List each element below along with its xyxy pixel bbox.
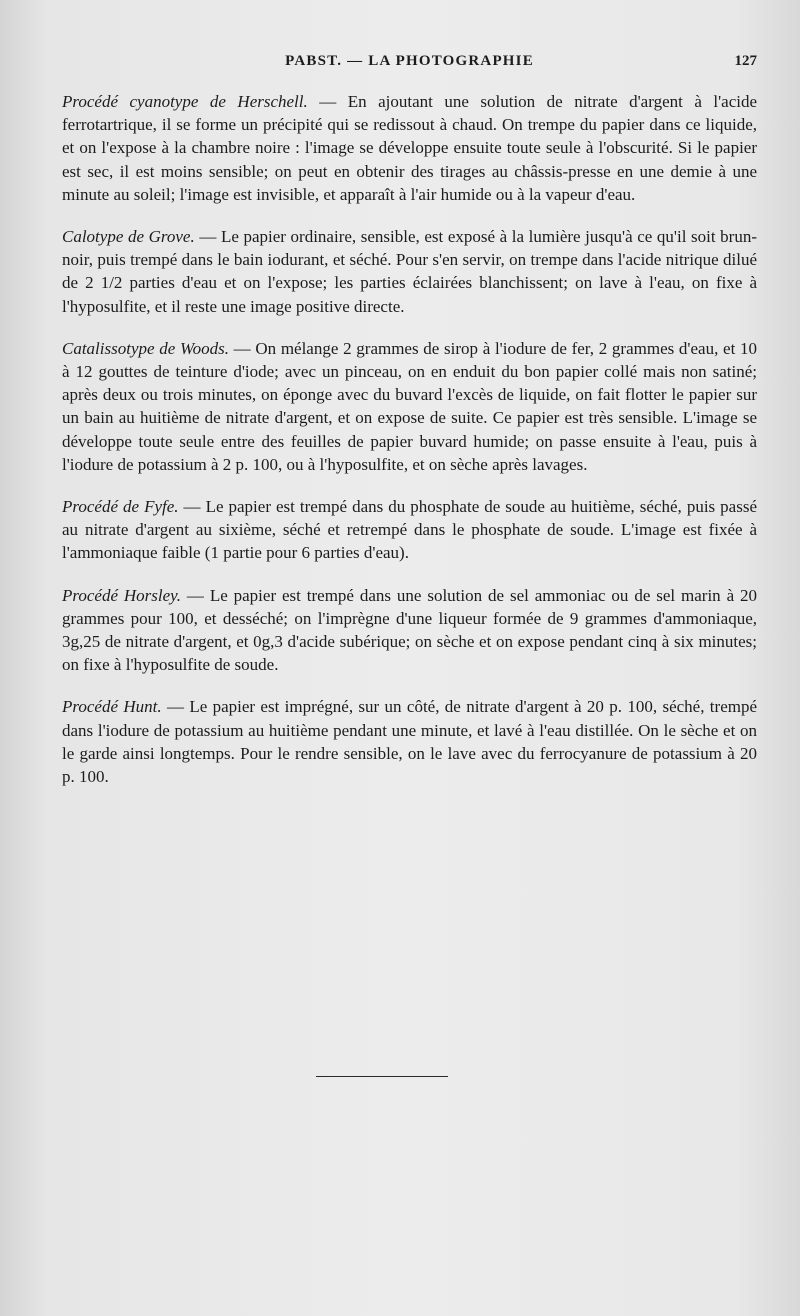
section-separator: — bbox=[228, 338, 256, 358]
section-title-grove: Calotype de Grove. bbox=[62, 227, 195, 247]
section-separator: — bbox=[178, 497, 206, 517]
paragraph-fyfe bbox=[62, 495, 757, 565]
section-separator: — bbox=[194, 227, 221, 247]
section-end-rule bbox=[316, 1076, 448, 1077]
section-separator: — bbox=[307, 92, 348, 111]
section-text-horsley: Le papier est trempé dans une solution de sel ammoniac ou de sel marin à 20 grammes pour 100, et desséché; on l'imprègne d'une liqueur formée de 9 grammes d'ammoniaque, 3g,25 de nitrate d'argent, et 0g,3 d'acide subérique; on sèche et on expose pendant cinq à six minutes; on fixe à l'hyposulfite de soude. bbox=[62, 585, 758, 675]
page-number: 127 bbox=[734, 53, 757, 69]
section-title-horsley: Procédé Horsley. bbox=[62, 585, 182, 605]
section-text-grove: Le papier ordinaire, sensible, est exposé à la lumière jusqu'à ce qu'il soit brun-noir, puis trempé dans le bain iodurant, et séché. Pour s'en servir, on trempe dans l'acide nitrique dilué de 2 1/2 parties d'eau et on l'expose; les parties éclairées blanchissent; on lave à l'eau, on fixe à l'hyposulfite, et il reste une image positive directe. bbox=[62, 227, 758, 316]
section-title-herschell: Procédé cyanotype de Herschell. bbox=[62, 92, 308, 111]
paragraph-grove bbox=[62, 225, 757, 318]
paragraph-woods bbox=[62, 337, 757, 476]
section-title-woods: Catalissotype de Woods. bbox=[62, 338, 229, 358]
paragraph-herschell bbox=[62, 90, 757, 206]
body-text bbox=[62, 90, 757, 807]
section-separator: — bbox=[161, 697, 190, 717]
section-title-hunt: Procédé Hunt. bbox=[62, 697, 162, 717]
section-text-herschell: En ajoutant une solution de nitrate d'argent à l'acide ferrotartrique, il se forme un précipité qui se redissout à chaud. On trempe du papier dans ce liquide, et on l'expose à la chambre noire : l'image se développe ensuite toute seule à l'obscurité. Si le papier est sec, il est moins sensible; on peut en obtenir des tirages au châssis-presse en une demie à une minute au soleil; l'image est invisible, et apparaît à l'air humide ou à la vapeur d'eau. bbox=[62, 92, 758, 204]
section-text-woods: On mélange 2 grammes de sirop à l'iodure de fer, 2 grammes d'eau, et 10 à 12 gouttes de teinture d'iode; avec un pinceau, on en enduit du bon papier collé mais non satiné; après deux ou trois minutes, on éponge avec du buvard l'excès de liquide, on fait flotter le papier sur un bain au huitième de nitrate d'argent, et on expose de suite. Ce papier est très sensible. L'image se développe toute seule entre des feuilles de papier buvard humide; on passe ensuite à l'eau, puis à l'iodure de potassium à 2 p. 100, ou à l'hyposulfite, et on sèche après lavages. bbox=[62, 338, 757, 474]
section-separator: — bbox=[181, 585, 210, 605]
running-head bbox=[62, 53, 757, 75]
running-title: PABST. — LA PHOTOGRAPHIE bbox=[285, 53, 534, 69]
section-title-fyfe: Procédé de Fyfe. bbox=[62, 497, 179, 517]
paragraph-horsley bbox=[62, 584, 757, 677]
section-text-fyfe: Le papier est trempé dans du phosphate de soude au huitième, séché, puis passé au nitrate d'argent au sixième, séché et retrempé dans le phosphate de soude. L'image est fixée à l'ammoniaque faible (1 partie pour 6 parties d'eau). bbox=[62, 497, 757, 563]
paragraph-hunt bbox=[62, 695, 757, 788]
section-text-hunt: Le papier est imprégné, sur un côté, de nitrate d'argent à 20 p. 100, séché, trempé dans l'iodure de potassium au huitième pendant une minute, et lavé à l'eau distillée. On le sèche et on le garde ainsi longtemps. Pour le rendre sensible, on le lave avec du ferrocyanure de potassium à 20 p. 100. bbox=[62, 697, 758, 787]
